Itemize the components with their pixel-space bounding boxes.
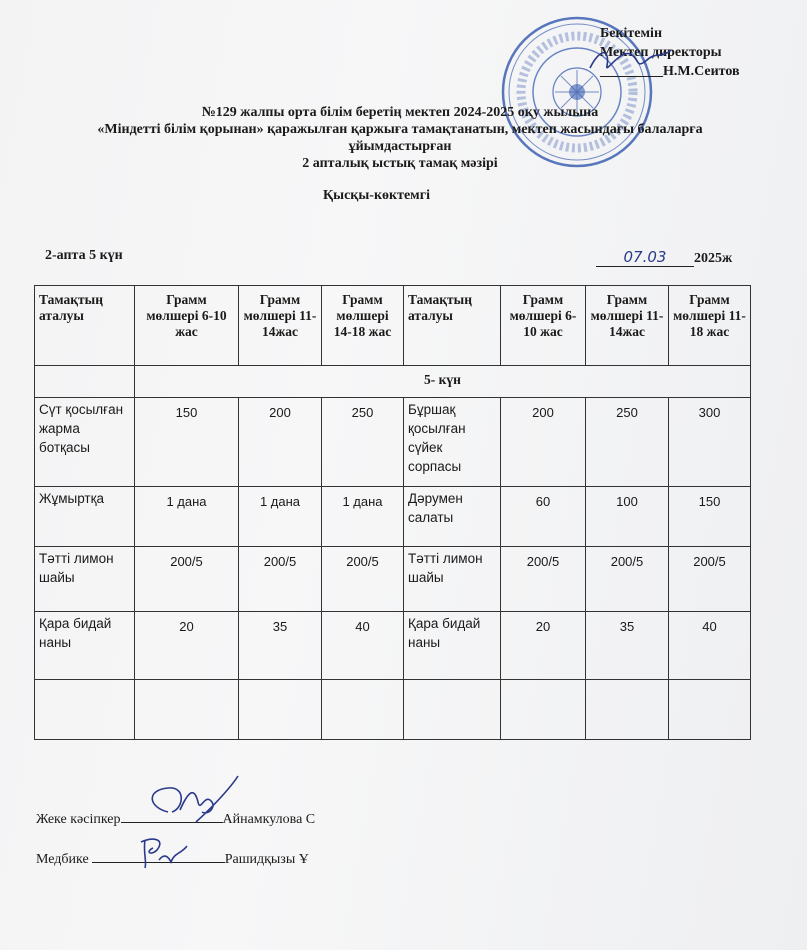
table-cell: 250 bbox=[586, 398, 669, 487]
title-line-4: 2 апталық ыстық тамақ мәзірі bbox=[302, 156, 498, 171]
table-cell: 250 bbox=[322, 398, 404, 487]
table-cell: 1 дана bbox=[322, 487, 404, 547]
table-cell: Қара бидай наны bbox=[35, 612, 135, 680]
table-cell: 20 bbox=[501, 612, 586, 680]
table-cell: 1 дана bbox=[239, 487, 322, 547]
title-line-1: №129 жалпы орта білім беретің мектеп 2024-2025 оқу жылына bbox=[201, 105, 599, 120]
table-cell: 200 bbox=[239, 398, 322, 487]
table-cell bbox=[501, 680, 586, 740]
table-cell: Жұмыртқа bbox=[35, 487, 135, 547]
table-row bbox=[35, 547, 751, 612]
date-year: 2025ж bbox=[694, 251, 733, 266]
nurse-role: Медбике bbox=[36, 852, 89, 867]
table-day-row bbox=[35, 366, 751, 398]
entrepreneur-name: Айнамкулова С bbox=[222, 812, 316, 827]
table-row bbox=[35, 487, 751, 547]
handwritten-date: 07.03 bbox=[596, 248, 694, 267]
table-cell: 200/5 bbox=[135, 547, 239, 612]
table-cell: 150 bbox=[669, 487, 751, 547]
table-cell: 40 bbox=[669, 612, 751, 680]
table-cell bbox=[135, 680, 239, 740]
table-cell: 20 bbox=[135, 612, 239, 680]
day-label: 5- күн bbox=[135, 366, 751, 398]
entrepreneur-signature bbox=[138, 772, 248, 830]
table-cell: 200/5 bbox=[501, 547, 586, 612]
entrepreneur-role: Жеке кәсіпкер bbox=[36, 812, 121, 827]
table-row bbox=[35, 398, 751, 487]
table-cell: 150 bbox=[135, 398, 239, 487]
table-cell bbox=[669, 680, 751, 740]
table-cell: 35 bbox=[239, 612, 322, 680]
table-row bbox=[35, 680, 751, 740]
header-cell: Тамақтың аталуы bbox=[404, 286, 501, 366]
table-cell: Тәтті лимон шайы bbox=[404, 547, 501, 612]
week-day-label: 2-апта 5 күн bbox=[45, 248, 123, 263]
director-signature bbox=[585, 40, 675, 80]
table-cell: Сүт қосылған жарма ботқасы bbox=[35, 398, 135, 487]
title-line-3: ұйымдастырған bbox=[348, 139, 452, 154]
table-cell bbox=[404, 680, 501, 740]
table-cell bbox=[239, 680, 322, 740]
table-cell: Дәрумен салаты bbox=[404, 487, 501, 547]
menu-table bbox=[34, 285, 751, 740]
table-cell: 60 bbox=[501, 487, 586, 547]
table-cell: 1 дана bbox=[135, 487, 239, 547]
table-cell: Тәтті лимон шайы bbox=[35, 547, 135, 612]
table-cell bbox=[35, 680, 135, 740]
table-header-row bbox=[35, 286, 751, 366]
header-cell: Грамм мөлшері 11-18 жас bbox=[669, 286, 751, 366]
season-label: Қысқы-көктемгі bbox=[323, 188, 430, 203]
date-line bbox=[596, 248, 732, 267]
approval-line-1: Бекітемін bbox=[600, 26, 663, 41]
header-cell: Грамм мөлшері 6-10 жас bbox=[135, 286, 239, 366]
table-row bbox=[35, 612, 751, 680]
table-cell: 200/5 bbox=[239, 547, 322, 612]
document-title bbox=[40, 104, 760, 172]
nurse-name: Рашидқызы Ұ bbox=[224, 852, 309, 867]
header-cell: Тамақтың аталуы bbox=[35, 286, 135, 366]
table-cell: 200 bbox=[501, 398, 586, 487]
approval-line-3: _________Н.М.Сеитов bbox=[600, 64, 740, 79]
table-cell: 200/5 bbox=[322, 547, 404, 612]
table-cell: 35 bbox=[586, 612, 669, 680]
header-cell: Грамм мөлшері 11-14жас bbox=[239, 286, 322, 366]
table-cell: 200/5 bbox=[669, 547, 751, 612]
title-line-2: «Міндетті білім қорынан» қаражылған қаржыға тамақтанатын, мектеп жасындағы балаларға bbox=[97, 122, 703, 137]
header-cell: Грамм мөлшері 14-18 жас bbox=[322, 286, 404, 366]
nurse-signature bbox=[135, 832, 195, 872]
table-cell bbox=[586, 680, 669, 740]
table-cell: Бұршақ қосылған сүйек сорпасы bbox=[404, 398, 501, 487]
empty-cell bbox=[35, 366, 135, 398]
table-cell: Қара бидай наны bbox=[404, 612, 501, 680]
table-cell: 40 bbox=[322, 612, 404, 680]
table-cell bbox=[322, 680, 404, 740]
table-cell: 100 bbox=[586, 487, 669, 547]
table-cell: 200/5 bbox=[586, 547, 669, 612]
table-cell: 300 bbox=[669, 398, 751, 487]
header-cell: Грамм мөлшері 6-10 жас bbox=[501, 286, 586, 366]
header-cell: Грамм мөлшері 11-14жас bbox=[586, 286, 669, 366]
approval-line-2: Мектеп директоры bbox=[600, 45, 722, 60]
